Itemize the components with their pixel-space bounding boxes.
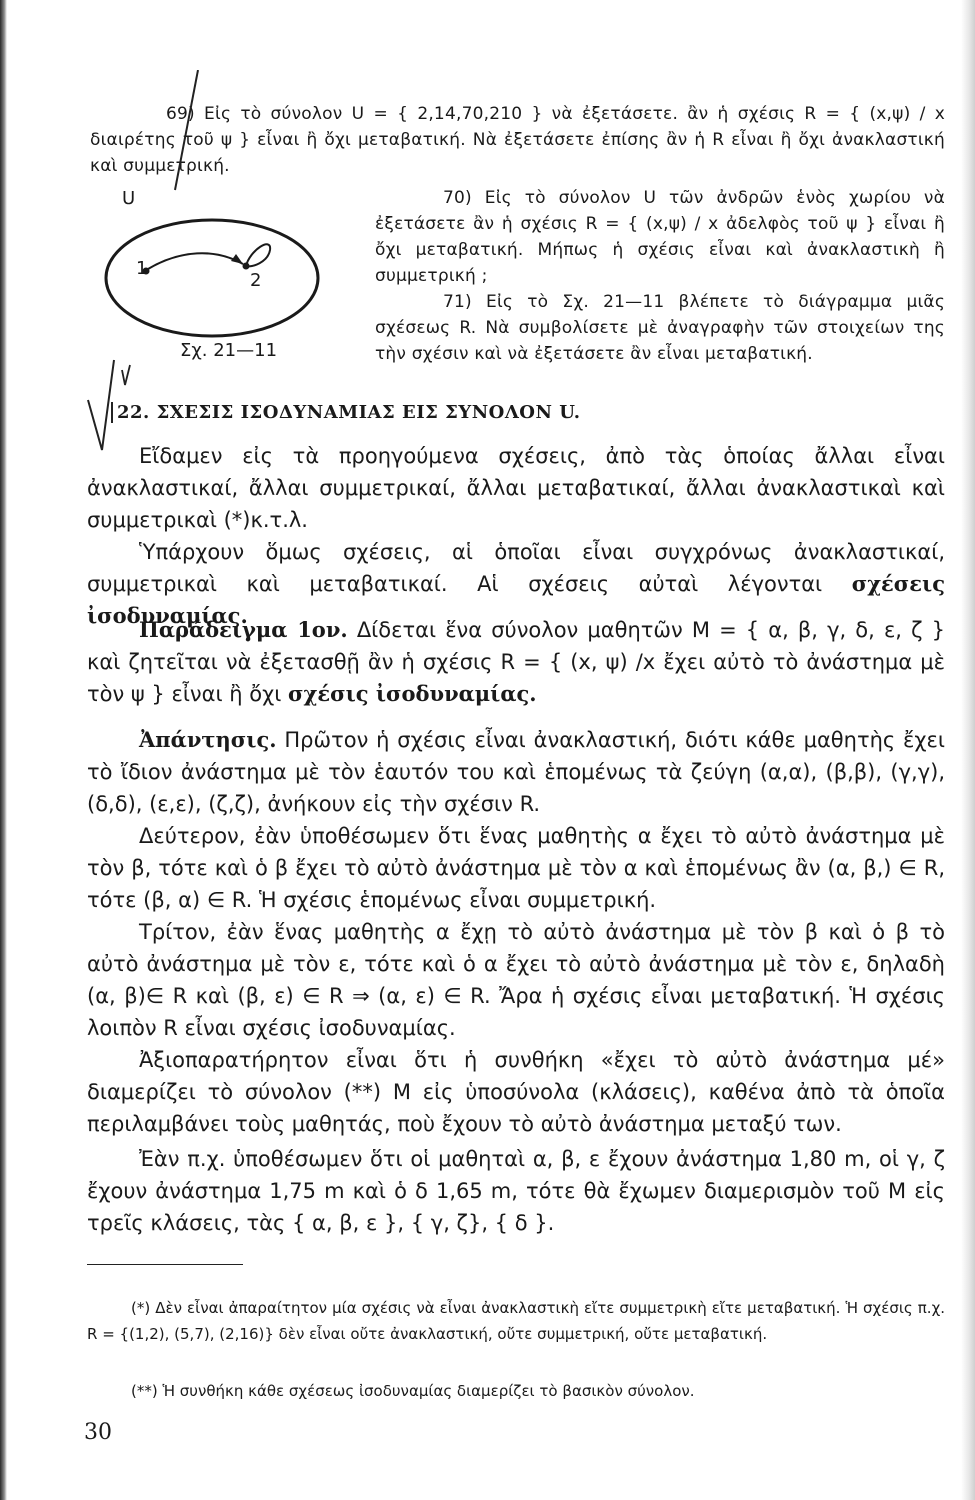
- paragraph-second: Δεύτερον, ἐὰν ὑποθέσωμεν ὅτι ἕνας μαθητὴς α ἔχει τὸ αὐτὸ ἀνάστημα μὲ τὸν β, τότε καὶ ὁ β ἔχει τὸ αὐτὸ ἀνάστημα μὲ τὸν α καὶ ἑπομένως ἂν (α, β,) ∈ R, τότε (β, α) ∈ R. Ἡ σχέσις ἑπομένως εἶναι συμμετρική.: [87, 824, 945, 912]
- paragraph-partition-example: Ἐὰν π.χ. ὑποθέσωμεν ὅτι οἱ μαθηταὶ α, β, ε ἔχουν ἀνάστημα 1,80 m, οἱ γ, ζ ἔχουν ἀνάστημα 1,75 m καὶ ὁ δ 1,65 m, τότε θὰ ἔχωμεν διαμερισμὸν τοῦ Μ εἰς τρεῖς κλάσεις, τὰς { α, β, ε }, { γ, ζ}, { δ }.: [87, 1147, 945, 1235]
- book-spine-shadow: [0, 0, 7, 1500]
- paragraph-intro: Εἴδαμεν εἰς τὰ προηγούμενα σχέσεις, ἀπὸ τὰς ὁποίας ἄλλαι εἶναι ἀνακλαστικαί, ἄλλαι συμμετρικαί, ἄλλαι μεταβατικαί, ἄλλαι ἀνακλαστικαὶ καὶ συμμετρικαὶ (*)κ.τ.λ.: [87, 444, 945, 532]
- paragraph-example: [87, 614, 945, 710]
- example-term: σχέσις ἰσοδυναμίας.: [288, 681, 537, 706]
- node-2-label: 2: [250, 270, 262, 291]
- section-heading: 22. ΣΧΕΣΙΣ ΙΣΟΔΥΝΑΜΙΑΣ ΕΙΣ ΣΥΝΟΛΟΝ U.: [111, 402, 581, 423]
- answer-label: Ἀπάντησις.: [139, 727, 277, 752]
- definition-text: Ὑπάρχουν ὅμως σχέσεις, αἱ ὁποῖαι εἶναι συγχρόνως ἀνακλαστικαί, συμμετρικαὶ καὶ μεταβατικαί. Αἱ σχέσεις αὐταὶ λέγονται: [87, 540, 945, 596]
- paragraph-remark: Ἀξιοπαρατήρητον εἶναι ὅτι ἡ συνθήκη «ἔχει τὸ αὐτὸ ἀνάστημα μέ» διαμερίζει τὸ σύνολον (**) Μ εἰς ὑποσύνολα (κλάσεις), καθένα ἀπὸ τὰ ὁποῖα περιλαμβάνει τοὺς μαθητάς, ποὺ ἔχουν τὸ αὐτὸ ἀνάστημα μεταξύ των.: [87, 1048, 945, 1136]
- example-text: Δίδεται ἕνα σύνολον μαθητῶν Μ = { α, β, γ, δ, ε, ζ } καὶ ζητεῖται νὰ ἐξετασθῇ ἂν ἡ σχέσις R = { (x, ψ) /x ἔχει αὐτὸ τὸ ἀνάστημα μὲ τὸν ψ } εἶναι ἢ ὄχι: [87, 618, 945, 706]
- node-1-label: 1: [136, 258, 148, 279]
- pen-stroke: [175, 70, 198, 190]
- footnote-1: (*) Δὲν εἶναι ἀπαραίτητον μία σχέσις νὰ εἶναι ἀνακλαστικὴ εἴτε συμμετρικὴ εἴτε μεταβατική. Ἡ σχέσις π.χ. R = {(1,2), (5,7), (2,16)} δὲν εἶναι οὔτε ἀνακλαστική, οὔτε συμμετρική, οὔτε μεταβατική.: [87, 1299, 945, 1343]
- answer-text: Πρῶτον ἡ σχέσις εἶναι ἀνακλαστική, διότι κάθε μαθητὴς ἔχει τὸ ἴδιον ἀνάστημα μὲ τὸν ἑαυτόν του καὶ ἑπομένως τὰ ζεύγη (α,α), (β,β), (γ,γ), (δ,δ), (ε,ε), (ζ,ζ), ἀνήκουν εἰς τὴν σχέσιν R.: [87, 728, 945, 816]
- paragraph-third: Τρίτον, ἐὰν ἕνας μαθητὴς α ἔχῃ τὸ αὐτὸ ἀνάστημα μὲ τὸν β καὶ ὁ β τὸ αὐτὸ ἀνάστημα μὲ τὸν ε, τότε καὶ ὁ α ἔχει τὸ αὐτὸ ἀνάστημα μὲ τὸν ε, δηλαδὴ (α, β)∈ R καὶ (β, ε) ∈ R ⇒ (α, ε) ∈ R. Ἄρα ἡ σχέσις εἶναι μεταβατική. Ἡ σχέσις λοιπὸν R εἶναι σχέσις ἰσοδυναμίας.: [87, 920, 945, 1040]
- small-check-mark: [122, 365, 130, 385]
- paragraph-answer: [87, 724, 945, 820]
- page-number: 30: [84, 1420, 112, 1445]
- example-label: Παράδειγμα 1ον.: [139, 617, 348, 642]
- exercise-70: 70) Εἰς τὸ σύνολον U τῶν ἀνδρῶν ἑνὸς χωρίου νὰ ἐξετάσετε ἂν ἡ σχέσις R = { (x,ψ) / x ἀδελφὸς τοῦ ψ } εἶναι ἢ ὄχι μεταβατική. Μήπως ἡ σχέσις εἶναι καὶ ἀνακλαστικὴ ἢ συμμετρική ;: [375, 188, 945, 286]
- figure-caption: Σχ. 21—11: [180, 340, 278, 361]
- footnote-rule: [87, 1264, 243, 1265]
- set-label: U: [122, 188, 136, 209]
- page-edge-shadow: [961, 0, 975, 1500]
- definition-term: σχέσεις ἰσοδυναμίας.: [87, 571, 945, 628]
- exercise-69: 69) Εἰς τὸ σύνολον U = { 2,14,70,210 } νὰ ἐξετάσετε. ἂν ἡ σχέσις R = { (x,ψ) / x διαιρέτης τοῦ ψ } εἶναι ἢ ὄχι μεταβατική. Νὰ ἐξετάσετε ἐπίσης ἂν ἡ R εἶναι ἢ ὄχι ἀνακλαστική καὶ συμμετρική.: [90, 104, 945, 176]
- exercise-71: 71) Εἰς τὸ Σχ. 21—11 βλέπετε τὸ διάγραμμα μιᾶς σχέσεως R. Νὰ συμβολίσετε μὲ ἀναγραφὴν τῶν στοιχείων της τὴν σχέσιν καὶ νὰ ἐξετάσετε ἂν εἶναι μεταβατική.: [375, 292, 945, 364]
- footnote-2: (**) Ἡ συνθήκη κάθε σχέσεως ἰσοδυναμίας διαμερίζει τὸ βασικὸν σύνολον.: [131, 1382, 695, 1400]
